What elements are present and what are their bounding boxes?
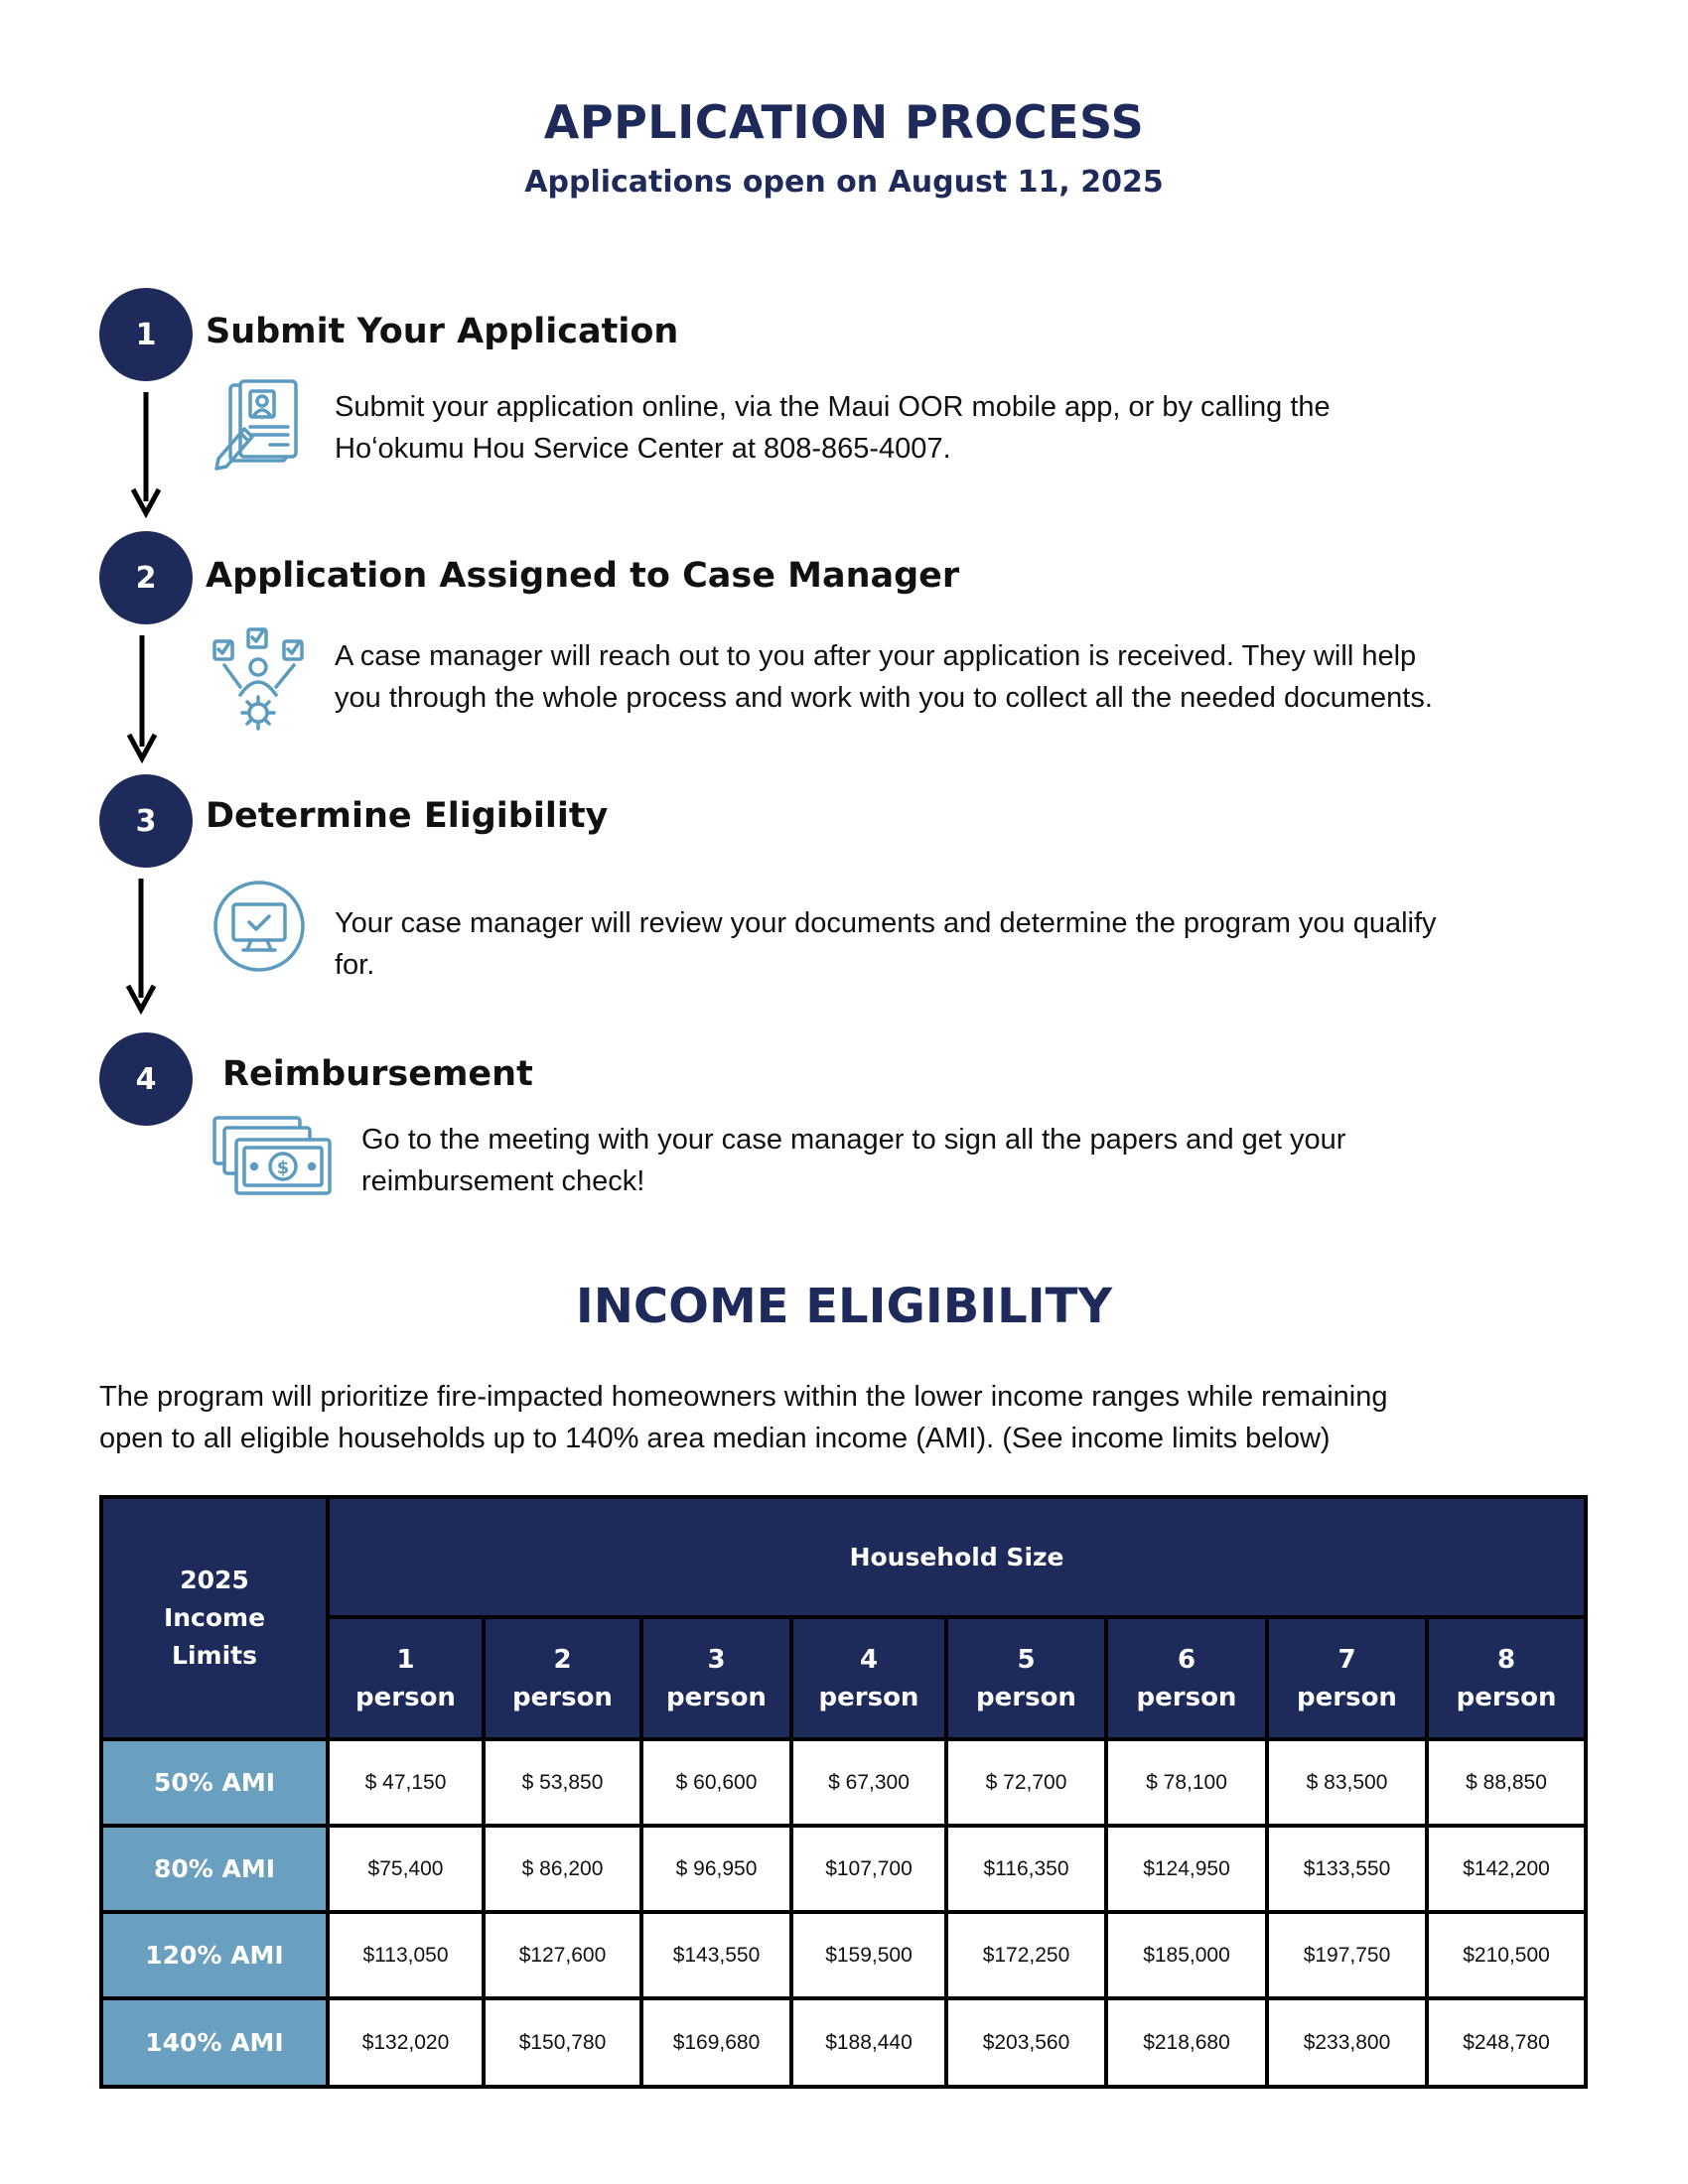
step-3-title: Determine Eligibility xyxy=(206,796,609,836)
household-size-unit: person xyxy=(512,1682,613,1712)
step-1-title: Submit Your Application xyxy=(206,312,679,351)
household-size-unit: person xyxy=(1297,1682,1397,1712)
household-size-2 xyxy=(484,1617,641,1739)
income-limit-cell: $ 86,200 xyxy=(484,1826,641,1912)
income-limit-cell: $185,000 xyxy=(1106,1912,1267,1998)
money-bills-icon xyxy=(211,1114,334,1199)
ami-label: 140% AMI xyxy=(101,1998,328,2087)
step-3-text-line-1: Your case manager will review your documents and determine the program you qualify xyxy=(335,907,1437,939)
household-size-7 xyxy=(1267,1617,1427,1739)
income-limit-cell: $210,500 xyxy=(1427,1912,1586,1998)
income-limit-cell: $159,500 xyxy=(791,1912,946,1998)
household-size-number: 3 xyxy=(707,1644,726,1675)
income-limit-cell: $ 60,600 xyxy=(641,1739,791,1826)
income-limit-cell: $133,550 xyxy=(1267,1826,1427,1912)
step-1-description xyxy=(335,386,1331,470)
step-3-number: 3 xyxy=(99,774,193,868)
monitor-check-icon xyxy=(211,879,307,974)
income-limit-cell: $124,950 xyxy=(1106,1826,1267,1912)
income-limit-cell: $197,750 xyxy=(1267,1912,1427,1998)
income-limit-cell: $107,700 xyxy=(791,1826,946,1912)
income-intro xyxy=(99,1376,1609,1459)
income-limit-cell: $ 72,700 xyxy=(946,1739,1106,1826)
step-2-number: 2 xyxy=(99,531,193,624)
income-intro-line-1: The program will prioritize fire-impacted homeowners within the lower income ranges while remaining xyxy=(99,1381,1388,1413)
household-size-5 xyxy=(946,1617,1106,1739)
household-size-4 xyxy=(791,1617,946,1739)
ami-label: 80% AMI xyxy=(101,1826,328,1912)
income-limit-cell: $248,780 xyxy=(1427,1998,1586,2087)
income-limit-cell: $ 96,950 xyxy=(641,1826,791,1912)
household-size-number: 4 xyxy=(859,1644,879,1675)
table-row xyxy=(101,1826,1586,1912)
household-size-number: 6 xyxy=(1177,1644,1196,1675)
household-size-8 xyxy=(1427,1617,1586,1739)
step-4-title: Reimbursement xyxy=(222,1054,533,1094)
table-corner-label xyxy=(101,1497,328,1739)
ami-label: 50% AMI xyxy=(101,1739,328,1826)
income-limits-table xyxy=(99,1495,1588,2089)
table-header-row xyxy=(101,1497,1586,1617)
household-size-unit: person xyxy=(818,1682,919,1712)
income-limit-cell: $75,400 xyxy=(328,1826,484,1912)
page-title: APPLICATION PROCESS xyxy=(543,95,1145,149)
household-size-3 xyxy=(641,1617,791,1739)
step-4-text-line-2: reimbursement check! xyxy=(361,1165,645,1197)
step-3-description xyxy=(335,902,1437,986)
household-size-header: Household Size xyxy=(328,1497,1586,1617)
svg-text:$: $ xyxy=(276,1158,290,1178)
down-arrow-icon xyxy=(125,633,159,764)
income-limit-cell: $142,200 xyxy=(1427,1826,1586,1912)
step-4-description xyxy=(361,1119,1345,1202)
household-size-number: 2 xyxy=(553,1644,572,1675)
step-1-text-line-1: Submit your application online, via the Maui OOR mobile app, or by calling the xyxy=(335,391,1331,423)
household-size-number: 8 xyxy=(1497,1644,1516,1675)
household-size-number: 5 xyxy=(1017,1644,1036,1675)
step-4-text-line-1: Go to the meeting with your case manager to sign all the papers and get your xyxy=(361,1124,1346,1156)
step-2-title: Application Assigned to Case Manager xyxy=(206,556,960,596)
income-limit-cell: $ 78,100 xyxy=(1106,1739,1267,1826)
income-limit-cell: $172,250 xyxy=(946,1912,1106,1998)
income-limit-cell: $150,780 xyxy=(484,1998,641,2087)
step-4-number: 4 xyxy=(99,1032,193,1126)
income-limit-cell: $218,680 xyxy=(1106,1998,1267,2087)
household-size-number: 1 xyxy=(396,1644,415,1675)
income-limit-cell: $203,560 xyxy=(946,1998,1106,2087)
step-1-text-line-2: Hoʻokumu Hou Service Center at 808-865-4007. xyxy=(335,433,951,465)
income-limit-cell: $132,020 xyxy=(328,1998,484,2087)
income-limit-cell: $116,350 xyxy=(946,1826,1106,1912)
income-limit-cell: $ 88,850 xyxy=(1427,1739,1586,1826)
household-size-6 xyxy=(1106,1617,1267,1739)
down-arrow-icon xyxy=(124,877,158,1016)
income-intro-line-2: open to all eligible households up to 140% area median income (AMI). (See income limits below) xyxy=(99,1423,1331,1454)
income-limit-cell: $143,550 xyxy=(641,1912,791,1998)
corner-label-text: 2025 Income Limits xyxy=(163,1566,266,1671)
table-row xyxy=(101,1739,1586,1826)
household-size-unit: person xyxy=(1136,1682,1237,1712)
income-limit-cell: $ 47,150 xyxy=(328,1739,484,1826)
income-eligibility-title: INCOME ELIGIBILITY xyxy=(575,1279,1113,1334)
income-limit-cell: $169,680 xyxy=(641,1998,791,2087)
income-limit-cell: $127,600 xyxy=(484,1912,641,1998)
step-2-description xyxy=(335,635,1433,719)
income-limit-cell: $188,440 xyxy=(791,1998,946,2087)
household-size-unit: person xyxy=(976,1682,1076,1712)
income-limit-cell: $ 67,300 xyxy=(791,1739,946,1826)
income-limit-cell: $113,050 xyxy=(328,1912,484,1998)
page-subtitle: Applications open on August 11, 2025 xyxy=(524,165,1164,200)
down-arrow-icon xyxy=(129,390,163,519)
income-limit-cell: $ 83,500 xyxy=(1267,1739,1427,1826)
ami-label: 120% AMI xyxy=(101,1912,328,1998)
income-limit-cell: $ 53,850 xyxy=(484,1739,641,1826)
income-limit-cell: $233,800 xyxy=(1267,1998,1427,2087)
household-size-unit: person xyxy=(355,1682,456,1712)
household-size-number: 7 xyxy=(1337,1644,1356,1675)
step-3-text-line-2: for. xyxy=(335,949,375,981)
case-manager-checklist-icon xyxy=(211,625,310,735)
step-1-number: 1 xyxy=(99,288,193,381)
household-size-unit: person xyxy=(666,1682,767,1712)
table-row xyxy=(101,1912,1586,1998)
application-form-icon xyxy=(211,377,310,477)
table-row xyxy=(101,1998,1586,2087)
step-2-text-line-1: A case manager will reach out to you after your application is received. They will help xyxy=(335,640,1417,672)
household-size-1 xyxy=(328,1617,484,1739)
step-2-text-line-2: you through the whole process and work with you to collect all the needed documents. xyxy=(335,682,1433,714)
household-size-unit: person xyxy=(1456,1682,1557,1712)
